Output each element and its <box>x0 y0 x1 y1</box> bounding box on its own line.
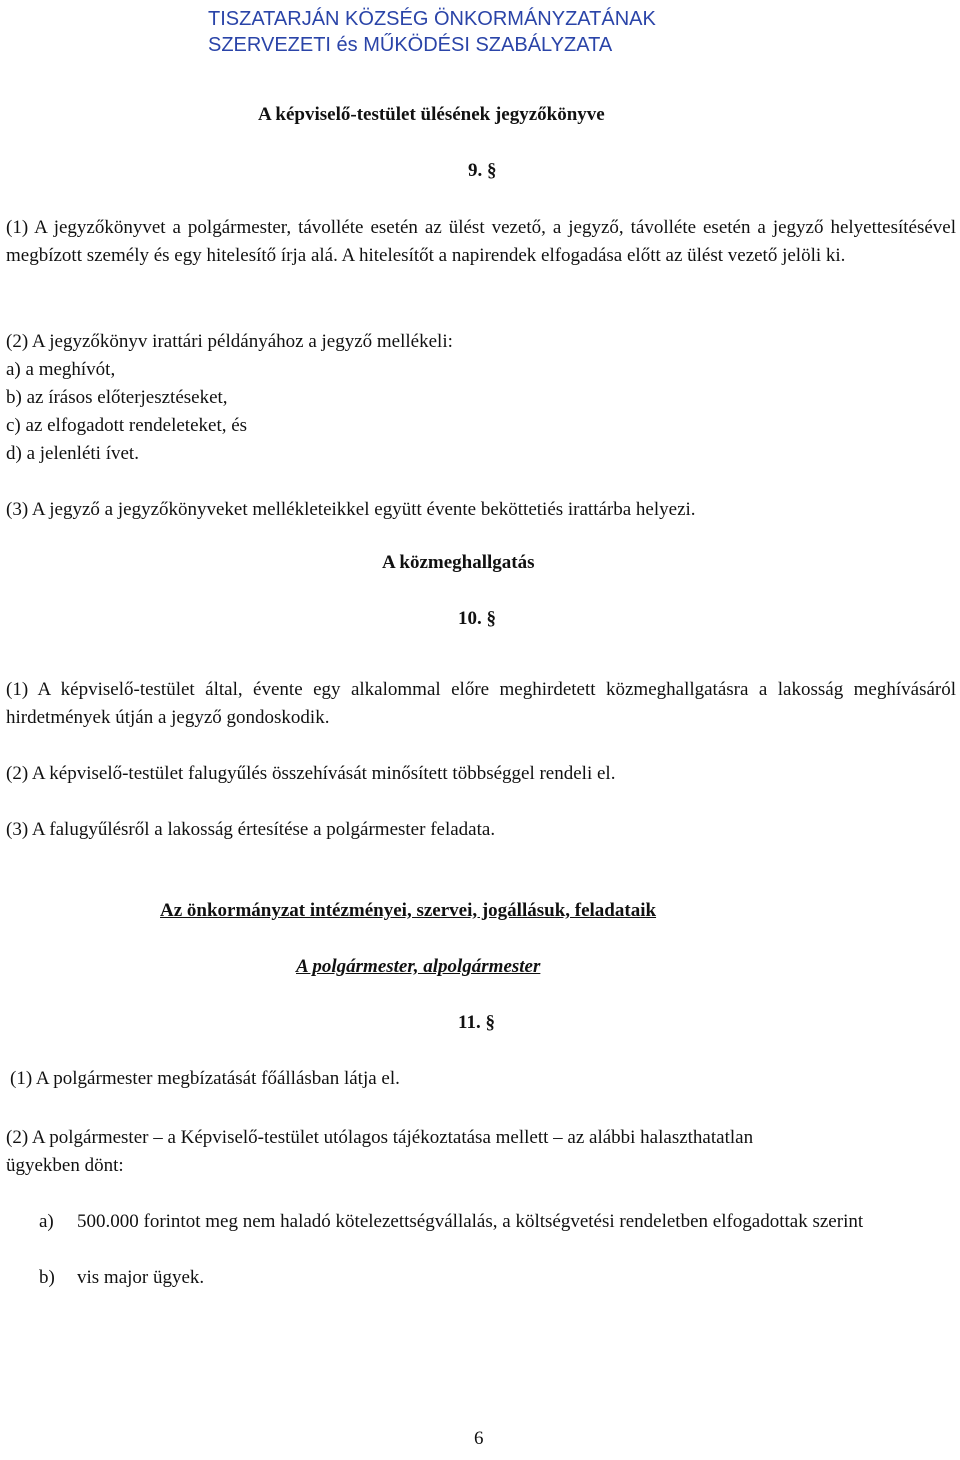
section-9-paragraph-1: (1) A jegyzőkönyvet a polgármester, távolléte esetén az ülést vezető, a jegyző, távolléte esetén a jegyző helyettesítésével megbízott személy és egy hitelesítő írja alá. A hitelesítőt a napirendek elfogadása előtt az ülést vezető jelöli ki. <box>6 217 956 266</box>
section-11-paragraph-2: (2) A polgármester – a Képviselő-testület utólagos tájékoztatása mellett – az alábbi halaszthatatlan ügyekben dönt: <box>6 1127 754 1176</box>
section-11-heading: A polgármester, alpolgármester <box>296 956 541 977</box>
section-10-paragraph-3: (3) A falugyűlésről a lakosság értesítése a polgármester feladata. <box>6 819 496 840</box>
paragraph-2-intro: (2) A jegyzőkönyv irattári példányához a jegyző mellékeli: <box>6 331 453 352</box>
list-item: c) az elfogadott rendeleteket, és <box>6 415 248 436</box>
section-9-heading: A képviselő-testület ülésének jegyzőkönyve <box>258 104 605 125</box>
document-header <box>208 6 656 58</box>
list-text: vis major ügyek. <box>77 1267 205 1288</box>
list-marker: a) <box>39 1211 54 1232</box>
section-9-paragraph-3: (3) A jegyző a jegyzőkönyveket mellékleteikkel együtt évente beköttetiés irattárba helyezi. <box>6 499 696 520</box>
section-11-paragraph-1: (1) A polgármester megbízatását főállásban látja el. <box>10 1068 400 1089</box>
list-text: 500.000 forintot meg nem haladó kötelezettségvállalás, a költségvetési rendeletben elfogadottak szerint <box>77 1211 864 1232</box>
section-sign-icon: § <box>487 160 497 181</box>
section-10-heading: A közmeghallgatás <box>382 552 535 573</box>
header-line-2: SZERVEZETI és MŰKÖDÉSI SZABÁLYZATA <box>208 34 613 56</box>
list-marker: b) <box>39 1267 55 1288</box>
header-line-1: TISZATARJÁN KÖZSÉG ÖNKORMÁNYZATÁNAK <box>208 8 656 30</box>
page-number: 6 <box>474 1428 484 1449</box>
section-10-paragraph-1: (1) A képviselő-testület által, évente egy alkalommal előre meghirdetett közmeghallgatásra a lakosság meghívásáról hirdetmények útján a jegyző gondoskodik. <box>6 679 956 728</box>
section-9-number: 9. § <box>468 160 497 181</box>
section-10-paragraph-2: (2) A képviselő-testület falugyűlés összehívását minősített többséggel rendeli el. <box>6 763 616 784</box>
section-9-paragraph-2 <box>6 328 956 468</box>
chapter-title: Az önkormányzat intézményei, szervei, jogállásuk, feladataik <box>160 900 657 921</box>
list-item: d) a jelenléti ívet. <box>6 443 139 464</box>
section-11-number: 11. § <box>458 1012 495 1033</box>
section-sign-icon: § <box>485 1012 495 1033</box>
list-item: a) a meghívót, <box>6 359 116 380</box>
section-sign-icon: § <box>486 608 496 629</box>
section-10-number: 10. § <box>458 608 496 629</box>
list-item: b) az írásos előterjesztéseket, <box>6 387 228 408</box>
